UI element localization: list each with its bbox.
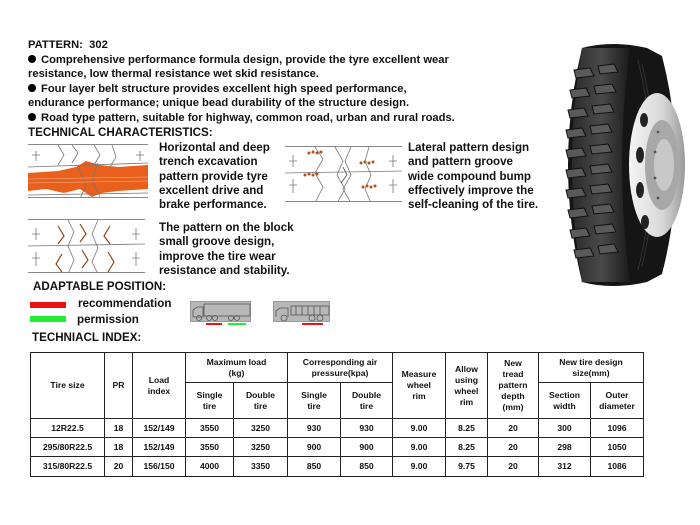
feature-lateral-groove xyxy=(408,141,538,212)
header-max-load-single xyxy=(186,383,234,419)
cell-section-width: 300 xyxy=(539,419,591,438)
tread-lateral-groove-icon xyxy=(285,147,402,202)
header-line: index xyxy=(147,385,171,396)
cell-allow-rim: 8.25 xyxy=(446,438,488,457)
cell-pressure-double: 930 xyxy=(341,419,393,438)
cell-pressure-double: 900 xyxy=(341,438,393,457)
cell-max-load-single: 4000 xyxy=(186,457,234,477)
technical-heading: TECHNICAL CHARACTERISTICS: xyxy=(28,125,213,139)
header-line: pressure(kpa) xyxy=(311,367,369,378)
cell-pressure-single: 900 xyxy=(288,438,341,457)
cell-outer-diameter: 1050 xyxy=(591,438,644,457)
tread-block-groove-icon xyxy=(28,220,145,273)
header-pr: PR xyxy=(105,353,133,419)
header-line: wheel xyxy=(454,385,479,396)
technical-index-table xyxy=(30,352,644,477)
header-line: using xyxy=(455,374,478,385)
dump-truck-recommendation-marker xyxy=(302,323,323,325)
recommendation-swatch xyxy=(30,302,66,308)
tread-pattern-image-block xyxy=(28,219,145,273)
cell-max-load-double: 3250 xyxy=(234,438,288,457)
header-design-size xyxy=(539,353,644,383)
feature-2 xyxy=(28,82,548,97)
pattern-label: PATTERN: xyxy=(28,39,83,51)
cell-allow-rim: 8.25 xyxy=(446,419,488,438)
header-line: New tire design xyxy=(559,356,623,367)
feature-line: brake performance. xyxy=(159,198,267,212)
header-pressure-single xyxy=(288,383,341,419)
header-load-index xyxy=(133,353,186,419)
pattern-title xyxy=(28,38,548,53)
feature-line: resistance and stability. xyxy=(159,263,290,277)
feature-line: excellent drive and xyxy=(159,183,264,197)
header-measure-rim xyxy=(393,353,446,419)
header-line: Double xyxy=(245,389,276,400)
cell-load-index: 152/149 xyxy=(133,419,186,438)
header-line: diameter xyxy=(599,400,635,411)
table-row xyxy=(31,438,644,457)
semi-trailer-truck-icon xyxy=(191,302,252,323)
feature-3 xyxy=(28,111,548,126)
header-line: Maximum load xyxy=(206,356,267,367)
header-line: size(mm) xyxy=(572,367,610,378)
pattern-code: 302 xyxy=(89,39,108,51)
header-line: width xyxy=(553,400,576,411)
cell-section-width: 298 xyxy=(539,438,591,457)
header-line: Section xyxy=(548,389,581,400)
feature-line: small groove design, xyxy=(159,235,275,249)
header-section-width xyxy=(539,383,591,419)
cell-outer-diameter: 1096 xyxy=(591,419,644,438)
cell-max-load-single: 3550 xyxy=(186,438,234,457)
cell-pr: 20 xyxy=(105,457,133,477)
cell-measure-rim: 9.00 xyxy=(393,419,446,438)
header-line: Single xyxy=(196,389,223,400)
cell-tire-size: 295/80R22.5 xyxy=(31,438,105,457)
header-tread-depth xyxy=(488,353,539,419)
cell-pressure-double: 850 xyxy=(341,457,393,477)
feature-line: effectively improve the xyxy=(408,183,534,197)
tire-product-image xyxy=(552,40,692,290)
header-line: tire xyxy=(307,400,321,411)
header-air-pressure xyxy=(288,353,393,383)
feature-line: Horizontal and deep xyxy=(159,141,270,154)
dump-truck-icon xyxy=(274,302,331,323)
permission-swatch xyxy=(30,316,66,322)
header-line: rim xyxy=(459,396,474,407)
feature-line: pattern provide tyre xyxy=(159,169,268,183)
recommendation-label: recommendation xyxy=(78,297,172,310)
header-allow-rim xyxy=(446,353,488,419)
cell-measure-rim: 9.00 xyxy=(393,438,446,457)
feature-horizontal-trench xyxy=(159,141,270,212)
cell-allow-rim: 9.75 xyxy=(446,457,488,477)
tread-horizontal-trench-icon xyxy=(28,145,148,198)
semi-trailer-truck-image xyxy=(190,301,251,322)
header-line: tread xyxy=(502,369,524,379)
header-line: Single xyxy=(301,389,327,400)
header-line: Measure xyxy=(401,369,437,379)
pattern-intro xyxy=(28,38,548,140)
feature-1 xyxy=(28,53,548,68)
cell-tread-depth: 20 xyxy=(488,438,539,457)
table-header-row-1 xyxy=(31,353,644,383)
header-line: wheel xyxy=(407,380,431,390)
bullet-icon xyxy=(28,55,36,63)
index-heading: TECHNIACL INDEX: xyxy=(32,331,142,344)
header-max-load xyxy=(186,353,288,383)
header-tire-size: Tire size xyxy=(31,353,105,419)
truck-recommendation-marker xyxy=(206,323,222,325)
feature-1-cont: resistance, low thermal resistance wet skid resistance. xyxy=(28,68,320,81)
header-line: Outer xyxy=(605,389,629,400)
cell-max-load-double: 3350 xyxy=(234,457,288,477)
header-line: Allow xyxy=(455,363,478,374)
cell-pressure-single: 930 xyxy=(288,419,341,438)
truck-permission-marker xyxy=(228,323,246,325)
header-line: rim xyxy=(412,391,426,401)
cell-tire-size: 12R22.5 xyxy=(31,419,105,438)
header-line: Double xyxy=(351,389,382,400)
tread-pattern-image-horizontal xyxy=(28,144,148,198)
feature-block-groove xyxy=(159,221,294,278)
permission-label: permission xyxy=(77,313,139,326)
truck-tire-icon xyxy=(552,40,692,290)
cell-section-width: 312 xyxy=(539,457,591,477)
bullet-icon xyxy=(28,113,36,121)
dump-truck-image xyxy=(273,301,330,322)
header-line: (mm) xyxy=(502,402,524,412)
cell-pressure-single: 850 xyxy=(288,457,341,477)
cell-max-load-single: 3550 xyxy=(186,419,234,438)
cell-tire-size: 315/80R22.5 xyxy=(31,457,105,477)
cell-tread-depth: 20 xyxy=(488,457,539,477)
feature-text: Four layer belt structure provides excellent high speed performance, xyxy=(41,82,407,95)
header-line: depth xyxy=(501,391,525,401)
table-row xyxy=(31,457,644,477)
feature-text: Comprehensive performance formula design, provide the tyre excellent wear xyxy=(41,53,449,66)
bullet-icon xyxy=(28,84,36,92)
header-line: Corresponding air xyxy=(302,356,378,367)
cell-load-index: 152/149 xyxy=(133,438,186,457)
feature-line: improve the tire wear xyxy=(159,249,276,263)
header-outer-diameter xyxy=(591,383,644,419)
feature-text: Road type pattern, suitable for highway, common road, urban and rural roads. xyxy=(41,111,455,124)
header-line: (kg) xyxy=(228,367,245,378)
header-line: New xyxy=(504,358,522,368)
feature-line: and pattern groove xyxy=(408,155,514,169)
cell-max-load-double: 3250 xyxy=(234,419,288,438)
table-row xyxy=(31,419,644,438)
cell-tread-depth: 20 xyxy=(488,419,539,438)
adaptable-heading: ADAPTABLE POSITION: xyxy=(33,280,167,293)
header-pressure-double xyxy=(341,383,393,419)
header-line: Load xyxy=(148,374,170,385)
feature-2-cont: endurance performance; unique bead durability of the structure design. xyxy=(28,97,410,110)
cell-pr: 18 xyxy=(105,419,133,438)
feature-line: The pattern on the block xyxy=(159,221,294,234)
header-line: tire xyxy=(359,400,374,411)
header-line: pattern xyxy=(498,380,528,390)
feature-line: Lateral pattern design xyxy=(408,141,530,154)
feature-line: trench excavation xyxy=(159,155,258,169)
tread-pattern-image-lateral xyxy=(285,146,402,202)
cell-load-index: 156/150 xyxy=(133,457,186,477)
feature-line: wide compound bump xyxy=(408,169,532,183)
header-max-load-double xyxy=(234,383,288,419)
header-line: tire xyxy=(202,400,217,411)
cell-pr: 18 xyxy=(105,438,133,457)
header-line: tire xyxy=(253,400,268,411)
feature-line: self-cleaning of the tire. xyxy=(408,198,539,212)
cell-outer-diameter: 1086 xyxy=(591,457,644,477)
cell-measure-rim: 9.00 xyxy=(393,457,446,477)
